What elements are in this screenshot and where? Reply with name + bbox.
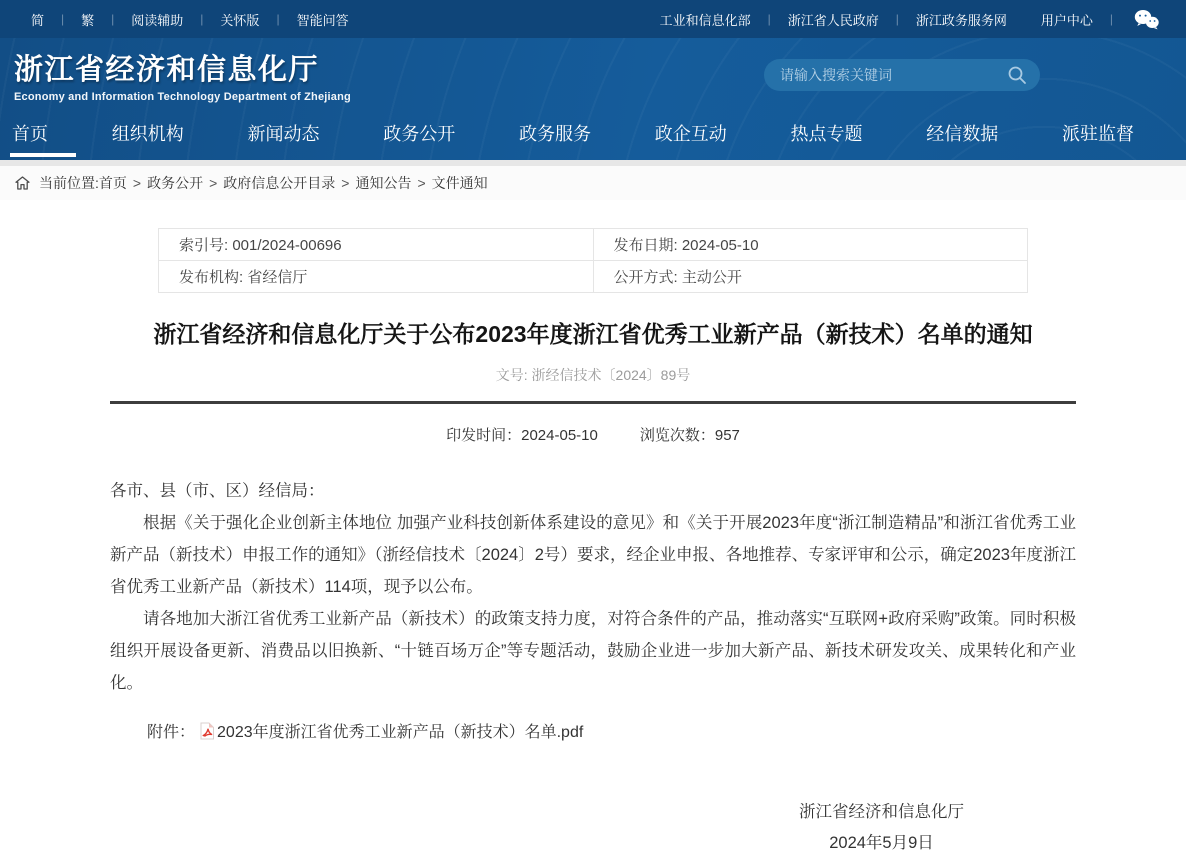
accessibility-version-link[interactable]: 关怀版 xyxy=(220,12,260,28)
pdf-icon xyxy=(199,722,215,740)
search-input[interactable] xyxy=(780,67,1006,83)
body-paragraph: 请各地加大浙江省优秀工业新产品（新技术）的政策支持力度，对符合条件的产品，推动落实“互联网+政府采购”政策。同时积极组织开展设备更新、消费品以旧换新、“十链百场万企”等专题活动，鼓励企业进一步加大新产品、新技术研发攻关、成果转化和产业化。 xyxy=(110,610,1076,692)
miit-link[interactable]: 工业和信息化部 xyxy=(659,12,751,28)
breadcrumb-file-notices[interactable]: 文件通知 xyxy=(431,175,488,191)
search-box xyxy=(764,59,1040,91)
divider: | xyxy=(1109,12,1113,26)
attachment-row xyxy=(110,719,1076,742)
nav-item-gov-disclosure[interactable]: 政务公开 xyxy=(383,124,456,144)
breadcrumb-prefix: 当前位置: xyxy=(39,175,99,191)
print-time-label: 印发时间： xyxy=(446,427,522,444)
signature-date: 2024年5月9日 xyxy=(829,834,934,852)
nav-item-supervision[interactable]: 派驻监督 xyxy=(1062,124,1134,144)
divider: | xyxy=(200,12,204,26)
nav-item-hot-topics[interactable]: 热点专题 xyxy=(790,124,863,144)
site-logo[interactable] xyxy=(14,47,351,103)
site-banner xyxy=(0,38,1186,160)
divider: | xyxy=(895,12,899,26)
breadcrumb-separator xyxy=(209,175,217,191)
title-divider-rule xyxy=(110,401,1076,404)
attachment-pdf-link[interactable]: 2023年度浙江省优秀工业新产品（新技术）名单.pdf xyxy=(217,724,584,741)
document-number xyxy=(110,365,1076,385)
signature-block xyxy=(110,797,1076,859)
breadcrumb-separator xyxy=(133,175,141,191)
divider: | xyxy=(767,12,771,26)
disclosure-method-value: 主动公开 xyxy=(681,269,742,286)
nav-item-news[interactable]: 新闻动态 xyxy=(247,124,320,144)
reading-assist-link[interactable]: 阅读辅助 xyxy=(131,12,184,28)
table-row xyxy=(159,261,1028,293)
smart-qa-link[interactable]: 智能问答 xyxy=(296,12,349,28)
site-name: 浙江省经济和信息化厅 xyxy=(14,54,320,86)
search-icon[interactable] xyxy=(1006,64,1028,86)
publish-date-value: 2024-05-10 xyxy=(681,237,759,254)
signature-inner xyxy=(799,797,964,859)
page-title: 浙江省经济和信息化厅关于公布2023年度浙江省优秀工业新产品（新技术）名单的通知 xyxy=(153,321,1033,347)
simplified-chinese-link[interactable]: 简 xyxy=(31,12,45,28)
nav-item-home[interactable]: 首页 xyxy=(12,112,48,160)
publish-date-cell xyxy=(593,229,1028,261)
document-number-value: 浙经信技术〔2024〕89号 xyxy=(531,367,691,383)
main-nav xyxy=(0,112,1186,160)
site-header xyxy=(0,38,1186,112)
issuing-agency-label: 发布机构: xyxy=(179,269,244,286)
nav-item-gov-services[interactable]: 政务服务 xyxy=(519,124,591,144)
divider: | xyxy=(61,12,65,26)
table-row xyxy=(159,229,1028,261)
wechat-icon[interactable] xyxy=(1133,9,1160,30)
publish-date-label: 发布日期: xyxy=(613,237,678,254)
body-paragraph: 根据《关于强化企业创新主体地位 加强产业科技创新体系建设的意见》和《关于开展2023年度“浙江制造精品”和浙江省优秀工业新产品（新技术）申报工作的通知》（浙经信技术〔2024〕2号）要求，经企业申报、各地推荐、专家评审和公示，确定2023年度浙江省优秀工业新产品（新技术）114项，现予以公布。 xyxy=(110,514,1076,596)
document-meta-table xyxy=(158,228,1028,293)
index-number-cell xyxy=(159,229,594,261)
traditional-chinese-link[interactable]: 繁 xyxy=(81,12,95,28)
index-number-value: 001/2024-00696 xyxy=(232,237,342,254)
salutation-line: 各市、县（市、区）经信局： xyxy=(110,482,325,500)
views-value: 957 xyxy=(714,427,740,444)
disclosure-method-cell xyxy=(593,261,1028,293)
print-info-row xyxy=(110,424,1076,445)
zhejiang-service-link[interactable]: 浙江政务服务网 xyxy=(915,12,1007,28)
signature-organization: 浙江省经济和信息化厅 xyxy=(799,803,964,821)
divider: | xyxy=(111,12,115,26)
breadcrumb-notices[interactable]: 通知公告 xyxy=(355,175,412,191)
index-number-label: 索引号: xyxy=(179,237,229,254)
nav-item-organization[interactable]: 组织机构 xyxy=(111,124,184,144)
breadcrumb-info-directory[interactable]: 政府信息公开目录 xyxy=(223,175,336,191)
topbar-left-links xyxy=(14,10,366,29)
document-number-label: 文号: xyxy=(495,367,528,383)
print-time-value: 2024-05-10 xyxy=(521,427,598,444)
breadcrumb-separator xyxy=(417,175,425,191)
user-center-link[interactable]: 用户中心 xyxy=(1040,12,1093,28)
topbar-right-links xyxy=(643,9,1160,30)
article-body xyxy=(110,475,1076,699)
zhejiang-gov-link[interactable]: 浙江省人民政府 xyxy=(787,12,879,28)
issuing-agency-value: 省经信厅 xyxy=(247,269,308,286)
breadcrumb-home[interactable]: 首页 xyxy=(98,175,127,191)
nav-item-gov-enterprise[interactable]: 政企互动 xyxy=(654,124,727,144)
issuing-agency-cell xyxy=(159,261,594,293)
article-content xyxy=(110,228,1076,859)
attachment-label: 附件： xyxy=(147,724,196,741)
site-name-english: Economy and Information Technology Department of Zhejiang xyxy=(14,91,351,103)
breadcrumb xyxy=(0,166,1186,200)
home-icon[interactable] xyxy=(14,175,31,191)
disclosure-method-label: 公开方式: xyxy=(613,269,678,286)
nav-item-data[interactable]: 经信数据 xyxy=(926,124,999,144)
views-label: 浏览次数： xyxy=(639,427,715,444)
breadcrumb-gov-disclosure[interactable]: 政务公开 xyxy=(147,175,204,191)
divider: | xyxy=(276,12,280,26)
breadcrumb-separator xyxy=(341,175,349,191)
top-utility-bar xyxy=(0,0,1186,38)
